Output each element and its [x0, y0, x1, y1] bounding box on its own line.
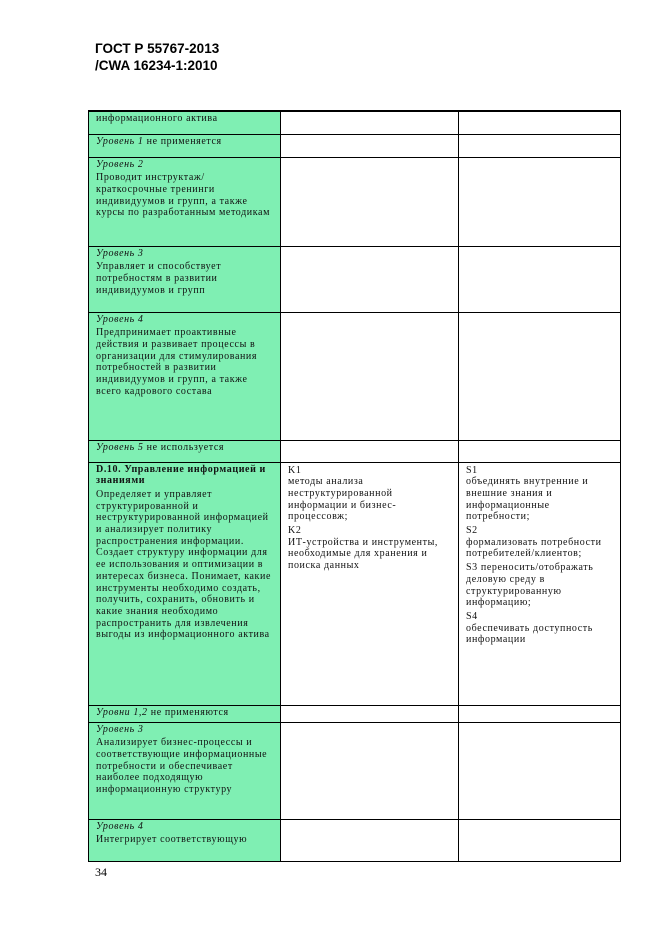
skills-cell [459, 819, 621, 861]
knowledge-cell [281, 705, 459, 722]
skill-code: S2 [466, 525, 478, 537]
skill-text: объединять внутренние и внешние знания и информационные потребности; [466, 476, 589, 523]
competence-description: Определяет и управляет структурированной и неструктурированной информацией и анализирует политику распространения информации. Создает структуру информации для ее использования и оптимизации в интересах бизнеса. Понимает, какие инструменты необходимо создать, получить, сохранить, обновить и какие знания необходимо распространить для извлечения выгоды из информационного актива [96, 488, 271, 641]
level-description: Управляет и способствует потребностям в развитии индивидуумов и групп [96, 261, 222, 296]
level-description: Предпринимает проактивные действия и развивает процессы в организации для стимулирования потребностей в развитии индивидуумов и групп, а также всего кадрового состава [96, 327, 258, 397]
level-cell [89, 111, 281, 134]
cell-text: информационного актива [96, 113, 218, 124]
level-label: Уровень 5 [96, 441, 144, 453]
table-row [89, 134, 621, 157]
level-note: не используется [143, 441, 225, 453]
knowledge-cell [281, 819, 459, 861]
skills-cell [459, 246, 621, 312]
level-description: Проводит инструктаж/краткосрочные тренинги индивидуумов и групп, а также курсы по разработанным методикам [96, 172, 271, 219]
page-number: 34 [95, 865, 107, 879]
skill-code: S1 [466, 464, 478, 476]
knowledge-cell [281, 246, 459, 312]
skills-cell [459, 134, 621, 157]
competence-cell [89, 462, 281, 705]
level-label: Уровень 2 [96, 158, 144, 170]
level-label: Уровни 1,2 [96, 706, 148, 718]
level-label: Уровень 4 [96, 820, 144, 832]
table-row [89, 157, 621, 246]
level-cell [89, 440, 281, 462]
knowledge-cell [281, 722, 459, 819]
level-cell [89, 722, 281, 819]
skills-cell [459, 462, 621, 705]
table-row [89, 246, 621, 312]
level-label: Уровень 3 [96, 723, 144, 735]
level-cell [89, 819, 281, 861]
knowledge-cell [281, 312, 459, 440]
level-cell [89, 157, 281, 246]
level-label: Уровень 3 [96, 247, 144, 259]
knowledge-cell [281, 134, 459, 157]
table-row [89, 440, 621, 462]
competence-title: D.10. Управление информацией и знаниями [96, 463, 266, 487]
skills-cell [459, 111, 621, 134]
level-note: не применяется [143, 135, 222, 147]
document-header [95, 40, 219, 74]
standard-code: ГОСТ Р 55767-2013 [95, 41, 220, 56]
level-note: не применяются [147, 706, 229, 718]
knowledge-code: K2 [288, 525, 302, 537]
skill-code: S4 [466, 610, 478, 622]
level-label: Уровень 4 [96, 313, 144, 325]
skills-cell [459, 722, 621, 819]
knowledge-cell [281, 111, 459, 134]
table-row [89, 462, 621, 705]
skill-text: формализовать потребности потребителей/клиентов; [466, 536, 602, 560]
level-cell [89, 705, 281, 722]
knowledge-cell [281, 157, 459, 246]
level-description: Анализирует бизнес-процессы и соответствующие информационные потребности и обеспечивает наиболее подходящую информационную структуру [96, 737, 268, 796]
table-row [89, 722, 621, 819]
table-row [89, 312, 621, 440]
knowledge-cell [281, 440, 459, 462]
skills-cell [459, 157, 621, 246]
skills-cell [459, 440, 621, 462]
knowledge-text: ИТ-устройства и инструменты, необходимые для хранения и поиска данных [288, 536, 439, 572]
knowledge-code: K1 [288, 464, 302, 476]
standard-code-cwa: /CWA 16234-1:2010 [95, 58, 218, 73]
skill-text: S3 переносить/отображать деловую среду в структурированную информацию; [466, 562, 594, 609]
table-row [89, 111, 621, 134]
skills-cell [459, 705, 621, 722]
table-row [89, 819, 621, 861]
skill-text: обеспечивать доступность информации [466, 622, 593, 646]
knowledge-text: методы анализа неструктурированной информации и бизнес-процессовж; [288, 476, 397, 523]
skills-cell [459, 312, 621, 440]
level-label: Уровень 1 [96, 135, 144, 147]
level-description: Интегрирует соответствующую [96, 834, 248, 846]
table-row [89, 705, 621, 722]
knowledge-cell [281, 462, 459, 705]
level-cell [89, 134, 281, 157]
level-cell [89, 246, 281, 312]
competence-table [88, 110, 621, 862]
level-cell [89, 312, 281, 440]
